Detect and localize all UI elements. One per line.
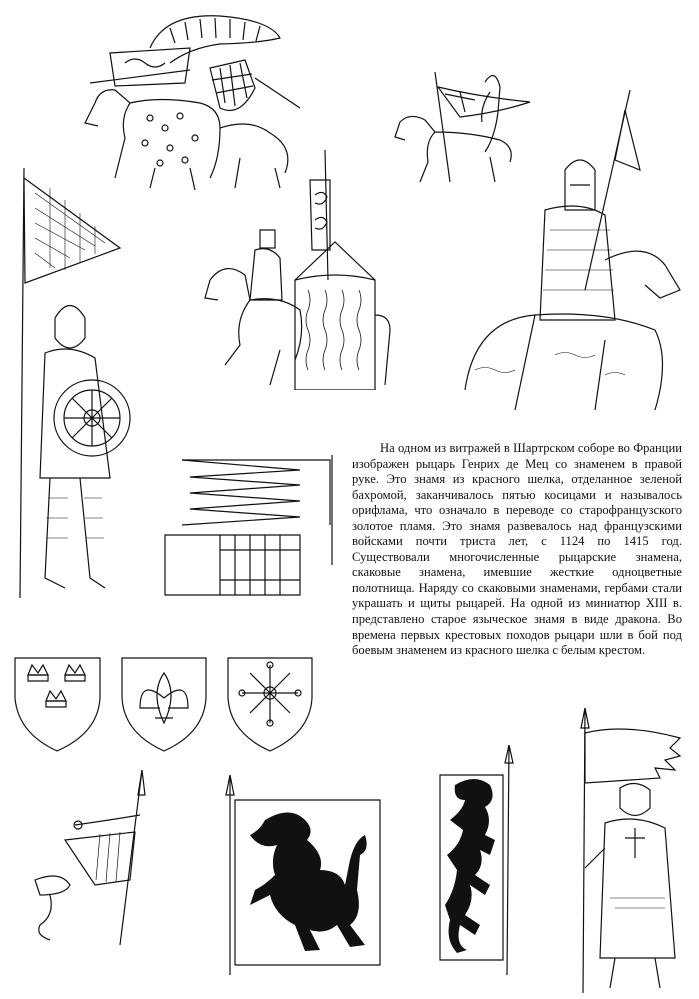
armored-knight-on-horse-icon (455, 90, 687, 410)
lion-banner-icon (215, 775, 387, 975)
narrow-lion-banner-icon (435, 745, 525, 975)
oriflamme-banner-icon (160, 455, 345, 615)
banner-with-streamers-icon (30, 770, 155, 945)
heraldic-shields-icon (10, 653, 330, 753)
rider-with-tent-and-banner-icon (200, 150, 400, 390)
standard-bearer-icon (565, 708, 690, 993)
description-paragraph: На одном из витражей в Шартрском соборе во Франции изображен рыцарь Генрих де Мец со знаменем в правой руке. Это знамя из красного шелка, отделанное зеленой бахромой, заканчивалось пятью косицами и называлось орифлама, что означало в переводе со старофранцузского золотое пламя. Это знамя развевалось над французскими войсками почти триста лет, с 1124 по 1415 год. Существовали многочисленные рыцарские знамена, скаковые знамена, имевшие жесткие одноцветные полотнища. Наряду со скаковыми знаменами, гербами стали украшать и щиты рыцарей. На одной из миниатюр XIII в. представлено старое языческое знамя в виде дракона. Во времена первых крестовых походов рыцари шли в бой под боевым знаменем из красного шелка с белым крестом. (352, 441, 682, 658)
knight-with-pennant-and-shield-icon (10, 158, 140, 598)
